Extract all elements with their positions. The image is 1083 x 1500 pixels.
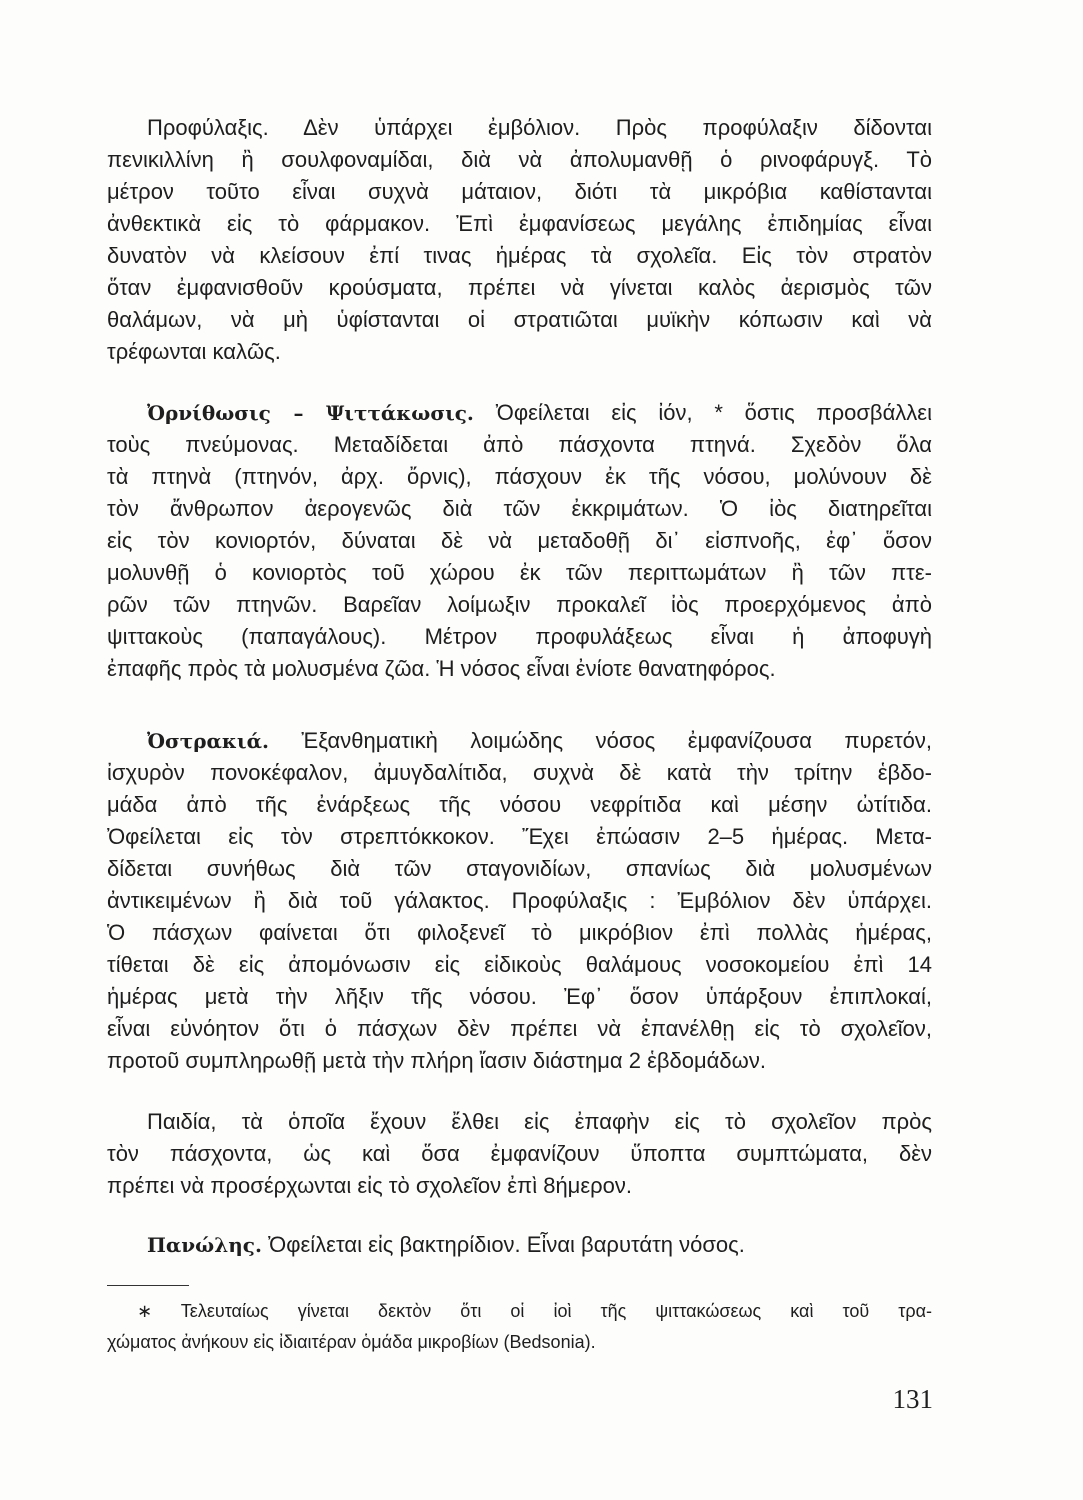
line-text: πενικιλλίνη ἢ σουλφοναμίδαι, διὰ νὰ ἀπολυμανθῇ ὁ ρινοφάρυγξ. Τὸ [107, 147, 932, 172]
line-text: Παιδία, τὰ ὁποῖα ἔχουν ἔλθει εἰς ἐπαφὴν εἰς τὸ σχολεῖον πρὸς [147, 1109, 932, 1134]
text-line [107, 1170, 932, 1202]
line-text: μολυνθῇ ὁ κονιορτὸς τοῦ χώρου ἐκ τῶν περιττωμάτων ἢ τῶν πτε- [107, 560, 932, 585]
line-text: ἐπαφῆς πρὸς τὰ μολυσμένα ζῶα. Ἡ νόσος εἶναι ἐνίοτε θανατηφόρος. [107, 656, 776, 681]
text-line [107, 725, 932, 757]
text-line [107, 853, 932, 885]
text-line [107, 981, 932, 1013]
text-line [107, 461, 932, 493]
line-text: ὅταν ἐμφανισθοῦν κρούσματα, πρέπει νὰ γίνεται καλὸς ἀερισμὸς τῶν [107, 275, 932, 300]
text-line [107, 1138, 932, 1170]
line-text: ἡμέρας μετὰ τὴν λῆξιν τῆς νόσου. Ἐφ᾿ ὅσον ὑπάρξουν ἐπιπλοκαί, [107, 984, 932, 1009]
text-line [107, 336, 932, 368]
text-line [107, 272, 932, 304]
line-text: τοὺς πνεύμονας. Μεταδίδεται ἀπὸ πάσχοντα πτηνά. Σχεδὸν ὅλα [107, 432, 932, 457]
text-line [107, 653, 932, 685]
line-text: θαλάμων, νὰ μὴ ὑφίστανται οἱ στρατιῶται μυϊκὴν κόπωσιν καὶ νὰ [107, 307, 932, 332]
line-text: ψιττακοὺς (παπαγάλους). Μέτρον προφυλάξεως εἶναι ἡ ἀποφυγὴ [107, 624, 932, 649]
text-line [107, 917, 932, 949]
text-line [107, 429, 932, 461]
text-line [107, 757, 932, 789]
line-text: ἀνθεκτικὰ εἰς τὸ φάρμακον. Ἐπὶ ἐμφανίσεως μεγάλης ἐπιδημίας εἶναι [107, 211, 932, 236]
line-text: Ἐξανθηματικὴ λοιμώδης νόσος ἐμφανίζουσα πυρετόν, [268, 728, 932, 753]
line-text: δυνατὸν νὰ κλείσουν ἐπί τινας ἡμέρας τὰ σχολεῖα. Εἰς τὸν στρατὸν [107, 243, 932, 268]
section-heading: Ὀρνίθωσις – Ψιττάκωσις. [147, 401, 474, 425]
text-line [107, 176, 932, 208]
text-line [107, 885, 932, 917]
text-line [107, 821, 932, 853]
footnote [107, 1296, 932, 1358]
text-line [107, 112, 932, 144]
line-text: δίδεται συνήθως διὰ τῶν σταγονιδίων, σπανίως διὰ μολυσμένων [107, 856, 932, 881]
text-line [107, 525, 932, 557]
line-text: εἰς τὸν κονιορτόν, δύναται δὲ νὰ μεταδοθῇ δι᾿ εἰσπνοῆς, ἐφ᾿ ὅσον [107, 528, 932, 553]
text-line [107, 1013, 932, 1045]
text-line [107, 493, 932, 525]
text-line [107, 789, 932, 821]
section-heading: Ὀστρακιά. [147, 729, 269, 753]
text-line [107, 240, 932, 272]
page-number: 131 [892, 1384, 933, 1414]
text-line [107, 397, 932, 429]
footnote-line: χώματος ἀνήκουν εἰς ἰδιαιτέραν ὁμάδα μικροβίων (Bedsonia). [107, 1332, 596, 1352]
line-text: ἰσχυρὸν πονοκέφαλον, ἀμυγδαλίτιδα, συχνὰ δὲ κατὰ τὴν τρίτην ἑβδο- [107, 760, 932, 785]
paragraph-children-contact [107, 1106, 932, 1202]
line-text: τὸν ἄνθρωπον ἀερογενῶς διὰ τῶν ἐκκριμάτων. Ὁ ἰὸς διατηρεῖται [107, 496, 932, 521]
section-heading: Πανώλης. [147, 1233, 262, 1257]
line-text: μάδα ἀπὸ τῆς ἐνάρξεως τῆς νόσου νεφρίτιδα καὶ μέσην ὠτίτιδα. [107, 792, 932, 817]
line-text: προτοῦ συμπληρωθῇ μετὰ τὴν πλήρη ἴασιν διάστημα 2 ἑβδομάδων. [107, 1048, 766, 1073]
line-text: Ὀφείλεται εἰς ἰόν, * ὅστις προσβάλλει [473, 400, 932, 425]
line-text: ἀντικειμένων ἢ διὰ τοῦ γάλακτος. Προφύλαξις : Ἐμβόλιον δὲν ὑπάρχει. [107, 888, 932, 913]
paragraph-scarlet-fever [107, 725, 932, 1077]
line-text: Προφύλαξις. Δὲν ὑπάρχει ἐμβόλιον. Πρὸς προφύλαξιν δίδονται [147, 115, 932, 140]
line-text: τὰ πτηνὰ (πτηνόν, ἀρχ. ὄρνις), πάσχουν ἐκ τῆς νόσου, μολύνουν δὲ [107, 464, 932, 489]
footnote-line: ∗ Τελευταίως γίνεται δεκτὸν ὅτι οἱ ἰοὶ τῆς ψιττακώσεως καὶ τοῦ τρα- [137, 1301, 932, 1321]
line-text: Ὀφείλεται εἰς βακτηρίδιον. Εἶναι βαρυτάτη νόσος. [261, 1232, 745, 1257]
line-text: Ὁ πάσχων φαίνεται ὅτι φιλοξενεῖ τὸ μικρόβιον ἐπὶ πολλὰς ἡμέρας, [107, 920, 932, 945]
line-text: τὸν πάσχοντα, ὡς καὶ ὅσα ἐμφανίζουν ὕποπτα συμπτώματα, δὲν [107, 1141, 932, 1166]
footnote-divider [107, 1285, 189, 1286]
line-text: εἶναι εὐνόητον ὅτι ὁ πάσχων δὲν πρέπει νὰ ἐπανέλθῃ εἰς τὸ σχολεῖον, [107, 1016, 932, 1041]
text-line [107, 1229, 932, 1261]
line-text: Ὀφείλεται εἰς τὸν στρεπτόκκοκον. Ἔχει ἐπώασιν 2–5 ἡμέρας. Μετα- [107, 824, 932, 849]
text-line [107, 144, 932, 176]
text-line [107, 208, 932, 240]
text-line [107, 589, 932, 621]
text-line [107, 557, 932, 589]
text-line [107, 1045, 932, 1077]
text-line [107, 304, 932, 336]
paragraph-plague [107, 1229, 932, 1261]
line-text: πρέπει νὰ προσέρχωνται εἰς τὸ σχολεῖον ἐπὶ 8ήμερον. [107, 1173, 633, 1198]
line-text: ρῶν τῶν πτηνῶν. Βαρεῖαν λοίμωξιν προκαλεῖ ἰὸς προερχόμενος ἀπὸ [107, 592, 932, 617]
line-text: τρέφωνται καλῶς. [107, 339, 281, 364]
text-line [107, 1106, 932, 1138]
text-line [107, 949, 932, 981]
line-text: μέτρον τοῦτο εἶναι συχνὰ μάταιον, διότι τὰ μικρόβια καθίστανται [107, 179, 932, 204]
paragraph-psittacosis [107, 397, 932, 685]
paragraph-prophylaxis [107, 112, 932, 368]
text-line [107, 621, 932, 653]
line-text: τίθεται δὲ εἰς ἀπομόνωσιν εἰς εἰδικοὺς θαλάμους νοσοκομείου ἐπὶ 14 [107, 952, 932, 977]
